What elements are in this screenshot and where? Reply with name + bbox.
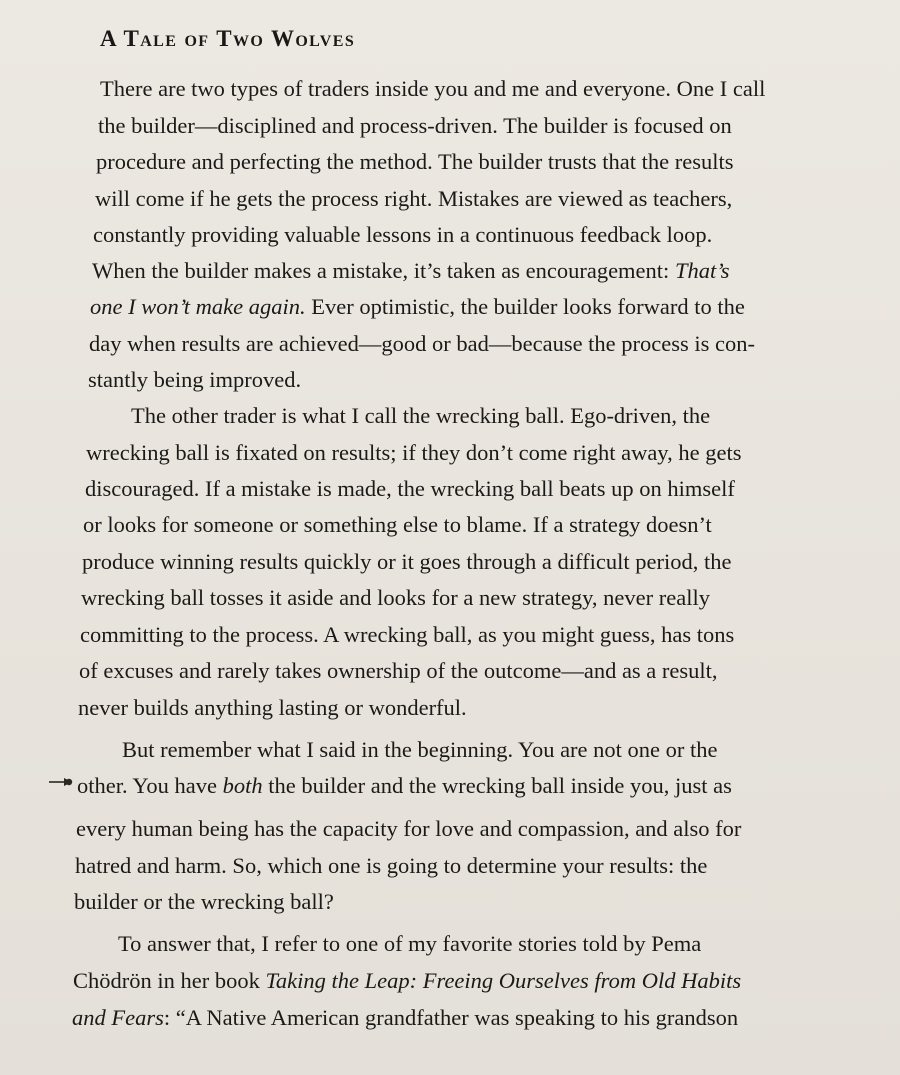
text-line: builder or the wrecking ball? [74, 889, 334, 914]
text-line: stantly being improved. [88, 367, 302, 392]
text-line: To answer that, I refer to one of my favorite stories told by Pema [118, 931, 702, 956]
text-span: other. You have [77, 773, 223, 798]
text-line [92, 257, 730, 285]
text-span: Chödrön in her book [73, 968, 266, 993]
text-line: never builds anything lasting or wonderful. [78, 695, 467, 720]
pen-mark-icon [48, 775, 76, 789]
text-line [77, 772, 732, 800]
text-line: hatred and harm. So, which one is going to determine your results: the [75, 853, 708, 878]
text-line: the builder—disciplined and process-driven. The builder is focused on [98, 113, 732, 138]
text-line: will come if he gets the process right. Mistakes are viewed as teachers, [95, 186, 733, 211]
text-line: The other trader is what I call the wrecking ball. Ego-driven, the [131, 403, 711, 428]
text-line: procedure and perfecting the method. The builder trusts that the results [96, 149, 734, 174]
text-line: day when results are achieved—good or bad—because the process is con- [89, 331, 756, 356]
text-line: committing to the process. A wrecking ball, as you might guess, has tons [80, 622, 735, 647]
text-line: of excuses and rarely takes ownership of the outcome—and as a result, [79, 658, 718, 683]
text-line: There are two types of traders inside you and me and everyone. One I call [100, 76, 766, 101]
italic-span: Taking the Leap: Freeing Ourselves from Old Habits [265, 968, 742, 993]
text-line: every human being has the capacity for love and compassion, and also for [76, 816, 742, 841]
text-line: wrecking ball is fixated on results; if they don’t come right away, he gets [86, 440, 742, 465]
italic-span: both [222, 773, 263, 798]
text-span: the builder and the wrecking ball inside you, just as [262, 773, 732, 798]
italic-span: one I won’t make again. [90, 294, 306, 319]
text-line: constantly providing valuable lessons in a continuous feedback loop. [93, 222, 713, 247]
italic-span: That’s [674, 258, 730, 283]
text-line: or looks for someone or something else to blame. If a strategy doesn’t [83, 512, 712, 537]
text-line: wrecking ball tosses it aside and looks for a new strategy, never really [81, 585, 710, 610]
section-title: A Tale of Two Wolves [100, 26, 356, 51]
text-line: But remember what I said in the beginning. You are not one or the [122, 737, 718, 762]
text-line: produce winning results quickly or it goes through a difficult period, the [82, 549, 732, 574]
text-line [73, 967, 741, 995]
text-line [90, 293, 745, 321]
italic-span: and Fears [72, 1005, 164, 1030]
text-span: Ever optimistic, the builder looks forward to the [305, 294, 745, 319]
text-line [72, 1004, 738, 1032]
text-span: : “A Native American grandfather was speaking to his grandson [163, 1005, 739, 1030]
text-line: discouraged. If a mistake is made, the wrecking ball beats up on himself [85, 476, 735, 501]
text-span: When the builder makes a mistake, it’s taken as encouragement: [92, 258, 675, 283]
